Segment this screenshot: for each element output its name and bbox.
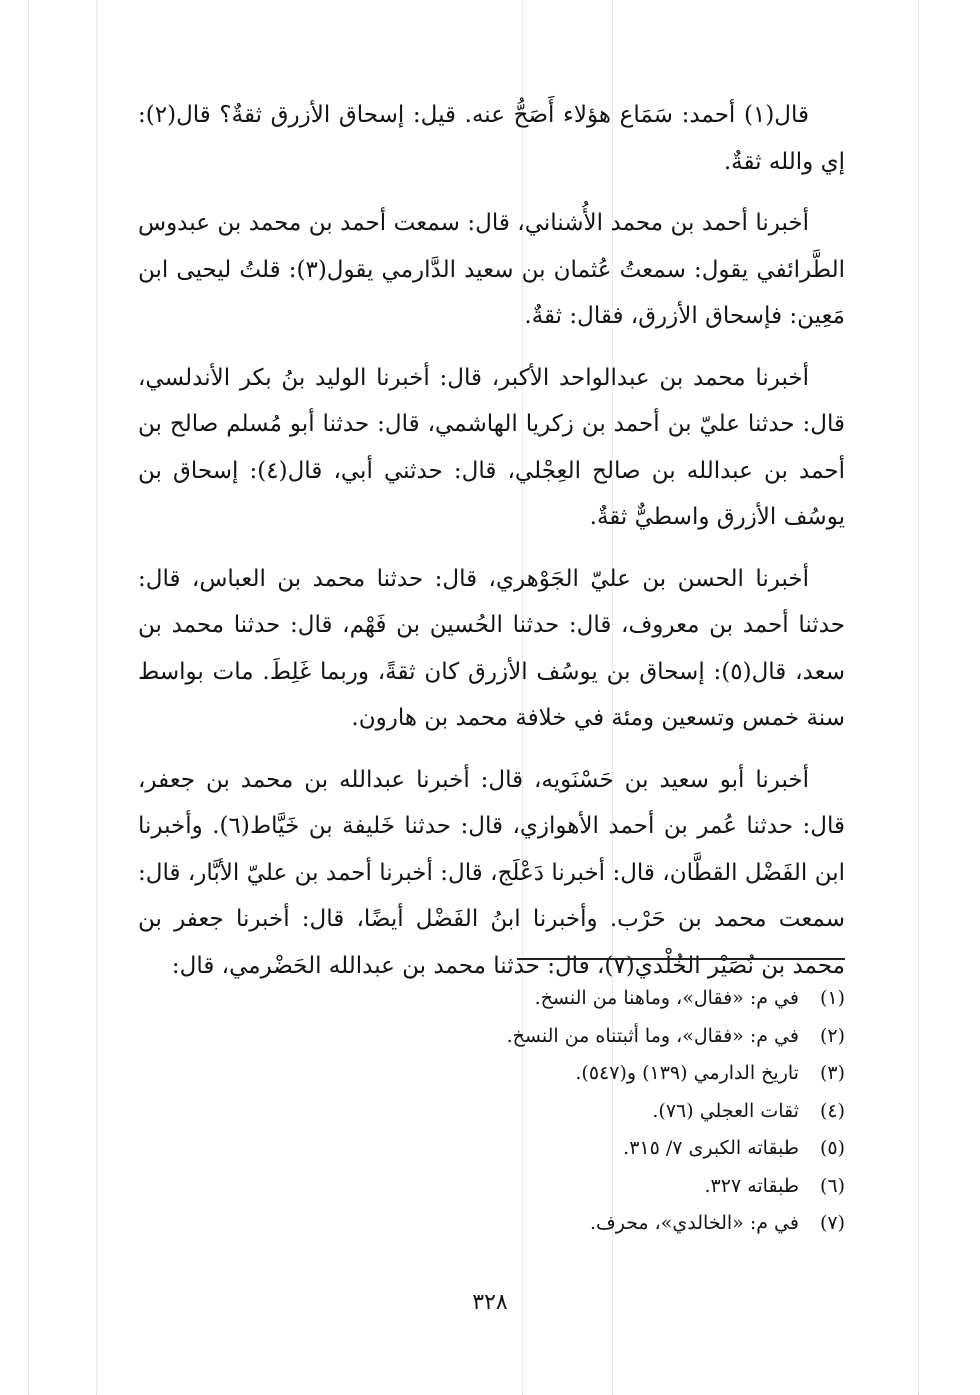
- footnote: [300, 1130, 845, 1168]
- footnote-text: طبقاته ٣٢٧.: [704, 1174, 799, 1197]
- paragraph-text: قال(١) أحمد: سَمَاع هؤلاء أَصَحُّ عنه. قيل: إسحاق الأزرق ثقةٌ؟ قال(٢): إي والله ثقةٌ.: [138, 102, 845, 175]
- footnote-number: (٣): [819, 1062, 845, 1084]
- footnote-text: تاريخ الدارمي (١٣٩) و(٥٤٧).: [575, 1062, 799, 1084]
- footnote-number: (٤): [819, 1099, 845, 1122]
- footnote-number: (٥): [819, 1137, 845, 1159]
- page-number: ٣٢٨: [472, 1290, 508, 1315]
- footnote-text: ثقات العجلي (٧٦).: [652, 1099, 799, 1122]
- scan-artifact-line: [96, 0, 97, 1395]
- paragraph: [138, 92, 845, 185]
- footnote-number: (١): [819, 987, 845, 1009]
- footnote-number: (٦): [819, 1174, 845, 1197]
- footnotes: [300, 980, 845, 1243]
- footnote: [300, 1018, 845, 1056]
- footnote: [300, 1093, 845, 1131]
- footnote: [300, 1168, 845, 1206]
- footnote-text: في م: «الخالدي»، محرف.: [589, 1212, 799, 1234]
- paragraph-text: أخبرنا أحمد بن محمد الأُشناني، قال: سمعت أحمد بن محمد بن عبدوس الطَّرائفي يقول: سمعتُ عُثمان بن سعيد الدَّارمي يقول(٣): قلتُ ليحيى ابن مَعِين: فإسحاق الأزرق، فقال: ثقةٌ.: [138, 210, 845, 329]
- footnote: [300, 1205, 845, 1243]
- footnote-divider: [517, 958, 845, 960]
- paragraph: [138, 355, 845, 541]
- main-text: [138, 92, 845, 1004]
- paragraph-text: أخبرنا محمد بن عبدالواحد الأكبر، قال: أخبرنا الوليد بنُ بكر الأندلسي، قال: حدثنا عليّ بن أحمد بن زكريا الهاشمي، قال: حدثنا أبو مُسلم صالح بن أحمد بن عبدالله بن صالح العِجْلي، قال: حدثني أبي، قال(٤): إسحاق بن يوسُف الأزرق واسطيٌّ ثقةٌ.: [138, 364, 845, 530]
- footnote-number: (٧): [819, 1212, 845, 1234]
- footnote: [300, 1055, 845, 1093]
- scan-artifact-line: [918, 0, 919, 1395]
- paragraph: [138, 200, 845, 340]
- paragraph-text: أخبرنا الحسن بن عليّ الجَوْهري، قال: حدثنا محمد بن العباس، قال: حدثنا أحمد بن معروف، قال: حدثنا الحُسين بن فَهْم، قال: حدثنا محمد بن سعد، قال(٥): إسحاق بن يوسُف الأزرق كان ثقةً، وربما غَلِطَ. مات بواسط سنة خمس وتسعين ومئة في خلافة محمد بن هارون.: [138, 565, 845, 731]
- paragraph: [138, 556, 845, 742]
- footnote-text: في م: «فقال»، وما أثبتناه من النسخ.: [506, 1024, 799, 1047]
- footnote-number: (٢): [819, 1024, 845, 1047]
- footnote-text: في م: «فقال»، وماهنا من النسخ.: [534, 987, 799, 1009]
- paragraph-text: أخبرنا أبو سعيد بن حَسْنَويه، قال: أخبرنا عبدالله بن محمد بن جعفر، قال: حدثنا عُمر بن أحمد الأهوازي، قال: حدثنا خَليفة بن خَيَّاط(٦). وأخبرنا ابن الفَضْل القطَّان، قال: أخبرنا دَعْلَج، قال: أخبرنا أحمد بن عليّ الأبَّار، قال: سمعت محمد بن حَرْب. وأخبرنا ابنُ الفَضْل أيضًا، قال: أخبرنا جعفر بن محمد بن نُصَيْر الخُلْدي(٧)، قال: حدثنا محمد بن عبدالله الحَضْرمي، قال:: [138, 766, 845, 979]
- footnote: [300, 980, 845, 1018]
- footnote-text: طبقاته الكبرى ٧/ ٣١٥.: [623, 1137, 799, 1159]
- paragraph: [138, 757, 845, 990]
- scan-artifact-line: [28, 0, 29, 1395]
